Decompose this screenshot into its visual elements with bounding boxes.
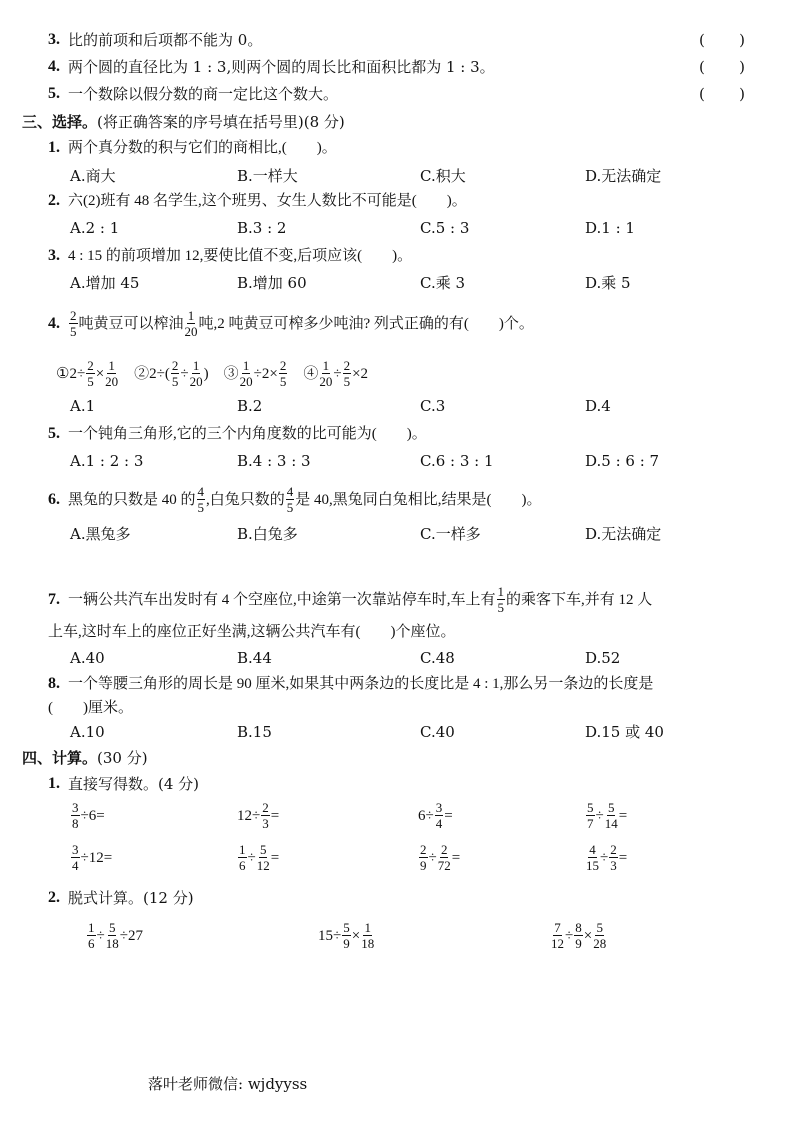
text-segment: 一个钝角三角形,它的三个内角度数的比可能为( )。 xyxy=(68,426,427,442)
fraction xyxy=(551,920,564,951)
fraction xyxy=(171,358,180,389)
mental-calc-item xyxy=(237,800,279,831)
numerator: 1 xyxy=(239,842,246,857)
choice-option[interactable]: D.无法确定 xyxy=(585,525,662,543)
choice-option[interactable]: B.白兔多 xyxy=(237,525,298,543)
numerator: 2 xyxy=(440,842,448,857)
choice-option[interactable]: B.15 xyxy=(237,723,272,741)
choice-question xyxy=(48,246,412,266)
numerator: 5 xyxy=(259,842,267,857)
question-continuation xyxy=(48,698,133,718)
judge-item xyxy=(48,30,793,50)
choice-option[interactable]: B.3 : 2 xyxy=(237,219,287,237)
denominator: 9 xyxy=(420,858,427,873)
text-segment: 两个真分数的积与它们的商相比,( )。 xyxy=(68,140,337,156)
numerator: 2 xyxy=(87,358,94,373)
denominator: 3 xyxy=(262,816,269,831)
mental-calc-item xyxy=(70,800,105,831)
choice-question xyxy=(48,674,653,694)
text-segment: = xyxy=(270,807,280,824)
answer-blank[interactable] xyxy=(699,57,745,77)
choice-option[interactable]: B.2 xyxy=(237,397,263,415)
mental-calc-item xyxy=(237,842,279,873)
paren-close: ) xyxy=(739,85,745,103)
denominator: 5 xyxy=(279,374,287,389)
paren-close: ) xyxy=(739,31,745,49)
step-calc-item xyxy=(550,920,607,951)
denominator: 18 xyxy=(361,936,375,951)
question-number: 7. xyxy=(48,590,60,608)
choice-question xyxy=(48,138,337,158)
denominator: 18 xyxy=(105,936,119,951)
step-calc-item xyxy=(318,920,375,951)
choice-question xyxy=(48,584,652,615)
choice-option[interactable]: D.52 xyxy=(585,649,621,667)
denominator: 15 xyxy=(586,858,599,873)
text-segment: ) ③ xyxy=(203,365,239,382)
denominator: 4 xyxy=(72,858,79,873)
denominator: 5 xyxy=(197,500,205,515)
numerator: 1 xyxy=(187,308,195,323)
question-text: 一个数除以假分数的商一定比这个数大。 xyxy=(68,85,339,103)
denominator: 6 xyxy=(239,858,246,873)
fraction xyxy=(279,358,288,389)
choice-question xyxy=(48,484,542,515)
numerator: 4 xyxy=(197,484,205,499)
choice-option[interactable]: A.2 : 1 xyxy=(70,219,120,237)
numerator: 5 xyxy=(108,920,116,935)
question-number: 6. xyxy=(48,490,60,508)
fraction xyxy=(586,800,595,831)
fraction xyxy=(574,920,583,951)
numerator: 5 xyxy=(587,800,594,815)
choice-option[interactable]: A.商大 xyxy=(70,167,116,185)
section-title: 四、计算。 xyxy=(22,749,98,767)
question-number: 5. xyxy=(48,85,60,102)
denominator: 20 xyxy=(184,324,198,339)
section-title: 三、选择。 xyxy=(22,113,98,131)
numerator: 7 xyxy=(554,920,561,935)
choice-option[interactable]: B.增加 60 xyxy=(237,274,307,292)
sub-heading xyxy=(48,888,194,908)
paren-open: ( xyxy=(699,85,705,103)
footer-text: 落叶老师微信: wjdyyss xyxy=(148,1075,308,1093)
formula-options xyxy=(56,358,368,389)
fraction xyxy=(343,358,352,389)
denominator: 28 xyxy=(593,936,607,951)
text-segment: = xyxy=(270,849,280,866)
choice-option[interactable]: C.40 xyxy=(420,723,455,741)
sub-title: 直接写得数。(4 分) xyxy=(68,775,200,793)
choice-option[interactable]: C.5 : 3 xyxy=(420,219,470,237)
text-segment: ÷6= xyxy=(80,807,105,824)
choice-option[interactable]: C.3 xyxy=(420,397,446,415)
text-segment: ÷27 xyxy=(119,927,143,944)
numerator: 1 xyxy=(88,920,95,935)
fraction xyxy=(238,842,247,873)
text-segment: 6÷ xyxy=(418,807,434,824)
numerator: 3 xyxy=(435,800,443,815)
denominator: 8 xyxy=(72,816,79,831)
fraction xyxy=(609,842,618,873)
choice-question xyxy=(48,191,467,211)
denominator: 6 xyxy=(88,936,95,951)
text-segment: ÷ xyxy=(333,365,342,382)
text-segment: 吨,2 吨黄豆可榨多少吨油? 列式正确的有( )个。 xyxy=(198,315,534,332)
mental-calc-item xyxy=(418,800,453,831)
choice-option[interactable]: D.15 或 40 xyxy=(585,723,664,741)
fraction xyxy=(197,484,206,515)
numerator: 4 xyxy=(589,842,596,857)
choice-option[interactable]: B.44 xyxy=(237,649,272,667)
text-segment: ÷ xyxy=(428,849,437,866)
fraction xyxy=(190,358,203,389)
text-segment: = xyxy=(618,849,628,866)
fraction xyxy=(438,842,451,873)
numerator: 2 xyxy=(70,308,77,323)
text-segment: 吨黄豆可以榨油 xyxy=(78,315,184,332)
sub-heading xyxy=(48,774,199,794)
question-text: 比的前项和后项都不能为 0。 xyxy=(68,31,263,49)
mental-calc-item xyxy=(418,842,460,873)
paren-open: ( xyxy=(699,58,705,76)
numerator: 1 xyxy=(364,920,371,935)
numerator: 1 xyxy=(497,584,505,599)
choice-option[interactable]: B.一样大 xyxy=(237,167,298,185)
choice-option[interactable]: C.6 : 3 : 1 xyxy=(420,452,494,470)
fraction xyxy=(319,358,332,389)
numerator: 2 xyxy=(279,358,287,373)
text-segment: 4 : 15 的前项增加 12,要使比值不变,后项应该( )。 xyxy=(68,248,413,264)
denominator: 5 xyxy=(497,600,505,615)
denominator: 9 xyxy=(343,936,350,951)
text-segment: = xyxy=(618,807,628,824)
question-number: 8. xyxy=(48,675,60,692)
choice-option[interactable]: B.4 : 3 : 3 xyxy=(237,452,311,470)
fraction xyxy=(86,358,95,389)
text-segment: × xyxy=(95,365,105,382)
numerator: 2 xyxy=(343,358,351,373)
numerator: 5 xyxy=(343,920,350,935)
question-number: 2. xyxy=(48,889,60,906)
fraction xyxy=(342,920,351,951)
question-number: 1. xyxy=(48,775,60,792)
text-segment: 上车,这时车上的座位正好坐满,这辆公共汽车有( )个座位。 xyxy=(48,624,456,640)
choice-option[interactable]: D.4 xyxy=(585,397,611,415)
text-segment: 的乘客下车,并有 12 人 xyxy=(506,591,653,608)
text-segment: × xyxy=(583,927,593,944)
text-segment: ④ xyxy=(288,365,319,382)
question-number: 2. xyxy=(48,192,60,209)
question-number: 1. xyxy=(48,139,60,156)
fraction xyxy=(257,842,270,873)
fraction xyxy=(497,584,506,615)
numerator: 1 xyxy=(322,358,330,373)
fraction xyxy=(105,358,118,389)
mental-calc-item xyxy=(585,800,627,831)
text-segment: 六(2)班有 48 名学生,这个班男、女生人数比不可能是( )。 xyxy=(68,193,467,209)
paren-open: ( xyxy=(699,31,705,49)
section-heading xyxy=(22,112,345,132)
denominator: 5 xyxy=(286,500,294,515)
mental-calc-item xyxy=(70,842,112,873)
text-segment: 15÷ xyxy=(318,927,342,944)
choice-option[interactable]: A.增加 45 xyxy=(70,274,140,292)
denominator: 4 xyxy=(435,816,443,831)
numerator: 1 xyxy=(192,358,200,373)
choice-option[interactable]: A.10 xyxy=(70,723,105,741)
numerator: 2 xyxy=(610,842,617,857)
denominator: 14 xyxy=(604,816,618,831)
fraction xyxy=(605,800,618,831)
text-segment: ÷ xyxy=(595,807,604,824)
choice-option[interactable]: A.黑兔多 xyxy=(70,525,131,543)
choice-option[interactable]: A.1 : 2 : 3 xyxy=(70,452,144,470)
fraction xyxy=(69,308,78,339)
text-segment: 一个等腰三角形的周长是 90 厘米,如果其中两条边的长度比是 4 : 1,那么另一条边的长度是 xyxy=(68,676,654,692)
fraction xyxy=(261,800,270,831)
judge-item xyxy=(48,57,793,77)
denominator: 3 xyxy=(610,858,617,873)
fraction xyxy=(87,920,96,951)
fraction xyxy=(435,800,444,831)
fraction xyxy=(419,842,428,873)
fraction xyxy=(106,920,119,951)
denominator: 12 xyxy=(551,936,564,951)
denominator: 5 xyxy=(70,324,77,339)
fraction xyxy=(71,800,80,831)
numerator: 2 xyxy=(420,842,427,857)
choice-option[interactable]: C.48 xyxy=(420,649,455,667)
denominator: 20 xyxy=(189,374,203,389)
text-segment: ÷ xyxy=(247,849,256,866)
step-calc-item xyxy=(86,920,143,951)
fraction xyxy=(185,308,198,339)
numerator: 1 xyxy=(242,358,250,373)
text-segment: = xyxy=(444,807,453,824)
question-number: 5. xyxy=(48,425,60,442)
answer-blank[interactable] xyxy=(699,30,745,50)
fraction xyxy=(286,484,295,515)
fraction xyxy=(361,920,374,951)
numerator: 2 xyxy=(262,800,269,815)
fraction xyxy=(71,842,80,873)
choice-option[interactable]: D.乘 5 xyxy=(585,274,631,292)
choice-option[interactable]: D.无法确定 xyxy=(585,167,662,185)
choice-option[interactable]: D.5 : 6 : 7 xyxy=(585,452,660,470)
text-segment: ÷12= xyxy=(80,849,113,866)
text-segment: ÷ xyxy=(600,849,609,866)
numerator: 8 xyxy=(575,920,582,935)
text-segment: ÷ xyxy=(96,927,105,944)
numerator: 2 xyxy=(171,358,179,373)
choice-question xyxy=(48,308,534,339)
text-segment: ①2÷ xyxy=(56,365,86,382)
choice-option[interactable]: C.乘 3 xyxy=(420,274,466,292)
text-segment: 黑兔的只数是 40 的 xyxy=(68,491,196,508)
mental-calc-item xyxy=(585,842,627,873)
question-text: 两个圆的直径比为 1 : 3,则两个圆的周长比和面积比都为 1 : 3。 xyxy=(68,58,495,76)
numerator: 1 xyxy=(108,358,115,373)
text-segment: 一辆公共汽车出发时有 4 个空座位,中途第一次靠站停车时,车上有 xyxy=(68,591,496,608)
text-segment: ÷ xyxy=(565,927,574,944)
numerator: 4 xyxy=(286,484,294,499)
numerator: 5 xyxy=(607,800,615,815)
numerator: 5 xyxy=(596,920,603,935)
denominator: 20 xyxy=(239,374,253,389)
question-number: 3. xyxy=(48,247,60,264)
choice-option[interactable]: D.1 : 1 xyxy=(585,219,635,237)
section-note: (将正确答案的序号填在括号里)(8 分) xyxy=(97,113,345,131)
choice-option[interactable]: A.1 xyxy=(70,397,96,415)
question-number: 4. xyxy=(48,314,60,332)
sub-title: 脱式计算。(12 分) xyxy=(68,889,194,907)
text-segment: × xyxy=(351,927,361,944)
section-note: (30 分) xyxy=(97,749,148,767)
denominator: 12 xyxy=(256,858,270,873)
choice-option[interactable]: C.积大 xyxy=(420,167,466,185)
text-segment: ÷2× xyxy=(253,365,278,382)
denominator: 5 xyxy=(171,374,179,389)
fraction xyxy=(240,358,253,389)
answer-blank[interactable] xyxy=(699,84,745,104)
text-segment: ,白兔只数的 xyxy=(206,491,285,508)
denominator: 7 xyxy=(587,816,594,831)
choice-option[interactable]: A.40 xyxy=(70,649,105,667)
text-segment: 12÷ xyxy=(237,807,261,824)
text-segment: ②2÷( xyxy=(119,365,170,382)
text-segment: 是 40,黑兔同白兔相比,结果是( )。 xyxy=(295,491,542,508)
section-heading xyxy=(22,748,148,768)
denominator: 9 xyxy=(575,936,582,951)
text-segment: ×2 xyxy=(352,365,369,382)
denominator: 5 xyxy=(87,374,94,389)
text-segment: = xyxy=(451,849,461,866)
denominator: 20 xyxy=(319,374,333,389)
question-continuation xyxy=(48,622,456,642)
choice-option[interactable]: C.一样多 xyxy=(420,525,481,543)
numerator: 3 xyxy=(72,842,79,857)
fraction xyxy=(593,920,606,951)
denominator: 20 xyxy=(105,374,119,389)
choice-question xyxy=(48,424,427,444)
judge-item xyxy=(48,84,793,104)
paren-close: ) xyxy=(739,58,745,76)
question-number: 3. xyxy=(48,31,60,48)
question-number: 4. xyxy=(48,58,60,75)
text-segment: ( )厘米。 xyxy=(48,700,133,716)
fraction xyxy=(586,842,599,873)
denominator: 5 xyxy=(343,374,351,389)
text-segment: ÷ xyxy=(180,365,189,382)
numerator: 3 xyxy=(72,800,79,815)
denominator: 72 xyxy=(437,858,451,873)
